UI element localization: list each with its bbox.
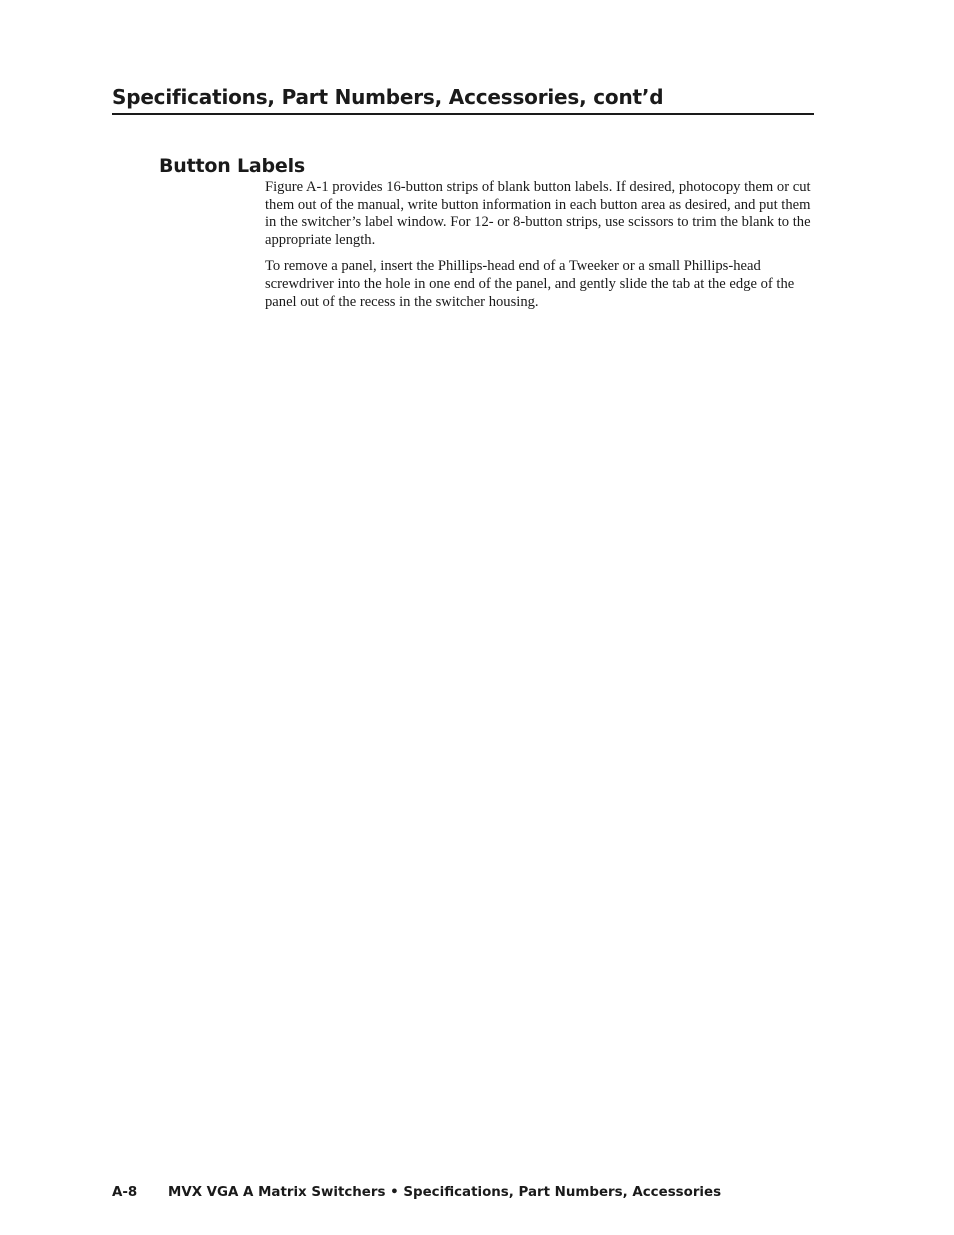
running-title: MVX VGA A Matrix Switchers • Specifications, Part Numbers, Accessories: [168, 1185, 722, 1200]
page-footer: [112, 1184, 721, 1202]
page-header: [112, 84, 814, 115]
section-title: Button Labels: [159, 155, 306, 177]
paragraph-remove-panel: To remove a panel, insert the Phillips-head end of a Tweeker or a small Phillips-head screwdriver into the hole in one end of the panel, and gently slide the tab at the edge of the panel out of the recess in the switcher housing.: [265, 258, 795, 310]
section-body: [265, 179, 817, 320]
page-title: Specifications, Part Numbers, Accessories, cont’d: [112, 85, 664, 109]
paragraph-button-labels: Figure A-1 provides 16-button strips of blank button labels. If desired, photocopy them or cut them out of the manual, write button information in each button area as desired, and put them in the switcher’s label window. For 12- or 8-button strips, use scissors to trim the blank to the appropriate length.: [265, 179, 811, 248]
page-number: A-8: [112, 1185, 138, 1200]
